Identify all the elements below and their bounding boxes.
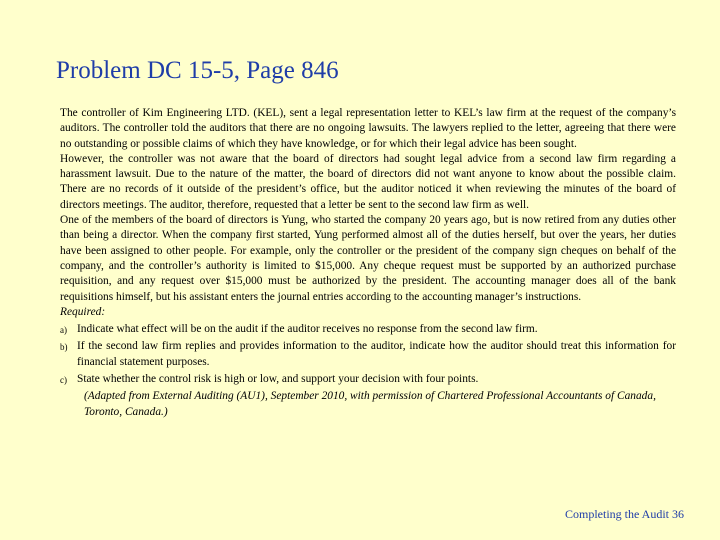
- requirement-a: [60, 322, 676, 337]
- required-label: Required:: [60, 305, 106, 318]
- requirement-marker: a): [60, 325, 67, 336]
- slide-body: [60, 106, 676, 420]
- slide-footer: Completing the Audit 36: [565, 507, 684, 521]
- requirement-text: If the second law firm replies and provides information to the auditor, indicate how the auditor should treat this information for financial statement purposes.: [77, 340, 676, 368]
- requirement-marker: b): [60, 342, 68, 353]
- paragraph-3: One of the members of the board of directors is Yung, who started the company 20 years ago, but is now retired from any duties other than being a director. When the company first started, Yung performed almost all of the duties herself, but over the years, her duties have been assigned to other people. For example, only the controller or the president of the company sign cheques on behalf of the company, and the controller’s authority is limited to $15,000. Any cheque request must be supported by an authorized purchase requisition, and any request over $15,000 must be authorized by the president. The accounting manager does all of the bank requisitions himself, but his assistant enters the journal entries according to the accounting manager’s instructions.: [60, 214, 676, 303]
- requirement-text: Indicate what effect will be on the audit if the auditor receives no response from the second law firm.: [77, 323, 538, 336]
- slide-title: Problem DC 15-5, Page 846: [56, 57, 339, 84]
- paragraph-2: However, the controller was not aware that the board of directors had sought legal advice from a second law firm regarding a harassment lawsuit. Due to the nature of the matter, the board of directors did not want anyone to know about the possible claim. There are no records of it outside of the president’s office, but the auditor noticed it when reviewing the minutes of the board of directors meetings. The auditor, therefore, requested that a letter be sent to the second law firm as well.: [60, 152, 676, 211]
- requirement-c: [60, 372, 676, 387]
- requirement-text: State whether the control risk is high or low, and support your decision with four points.: [77, 373, 479, 386]
- requirement-b: [60, 339, 676, 370]
- requirement-marker: c): [60, 375, 67, 386]
- paragraph-1: The controller of Kim Engineering LTD. (KEL), sent a legal representation letter to KEL’s law firm at the request of the company’s auditors. The controller told the auditors that there are no ongoing lawsuits. The lawyers replied to the letter, agreeing that there were no outstanding or possible claims of which they have knowledge, or for which their legal advice has been sought.: [60, 107, 676, 150]
- source-citation: (Adapted from External Auditing (AU1), September 2010, with permission of Chartered Professional Accountants of Canada, Toronto, Canada.): [84, 390, 656, 418]
